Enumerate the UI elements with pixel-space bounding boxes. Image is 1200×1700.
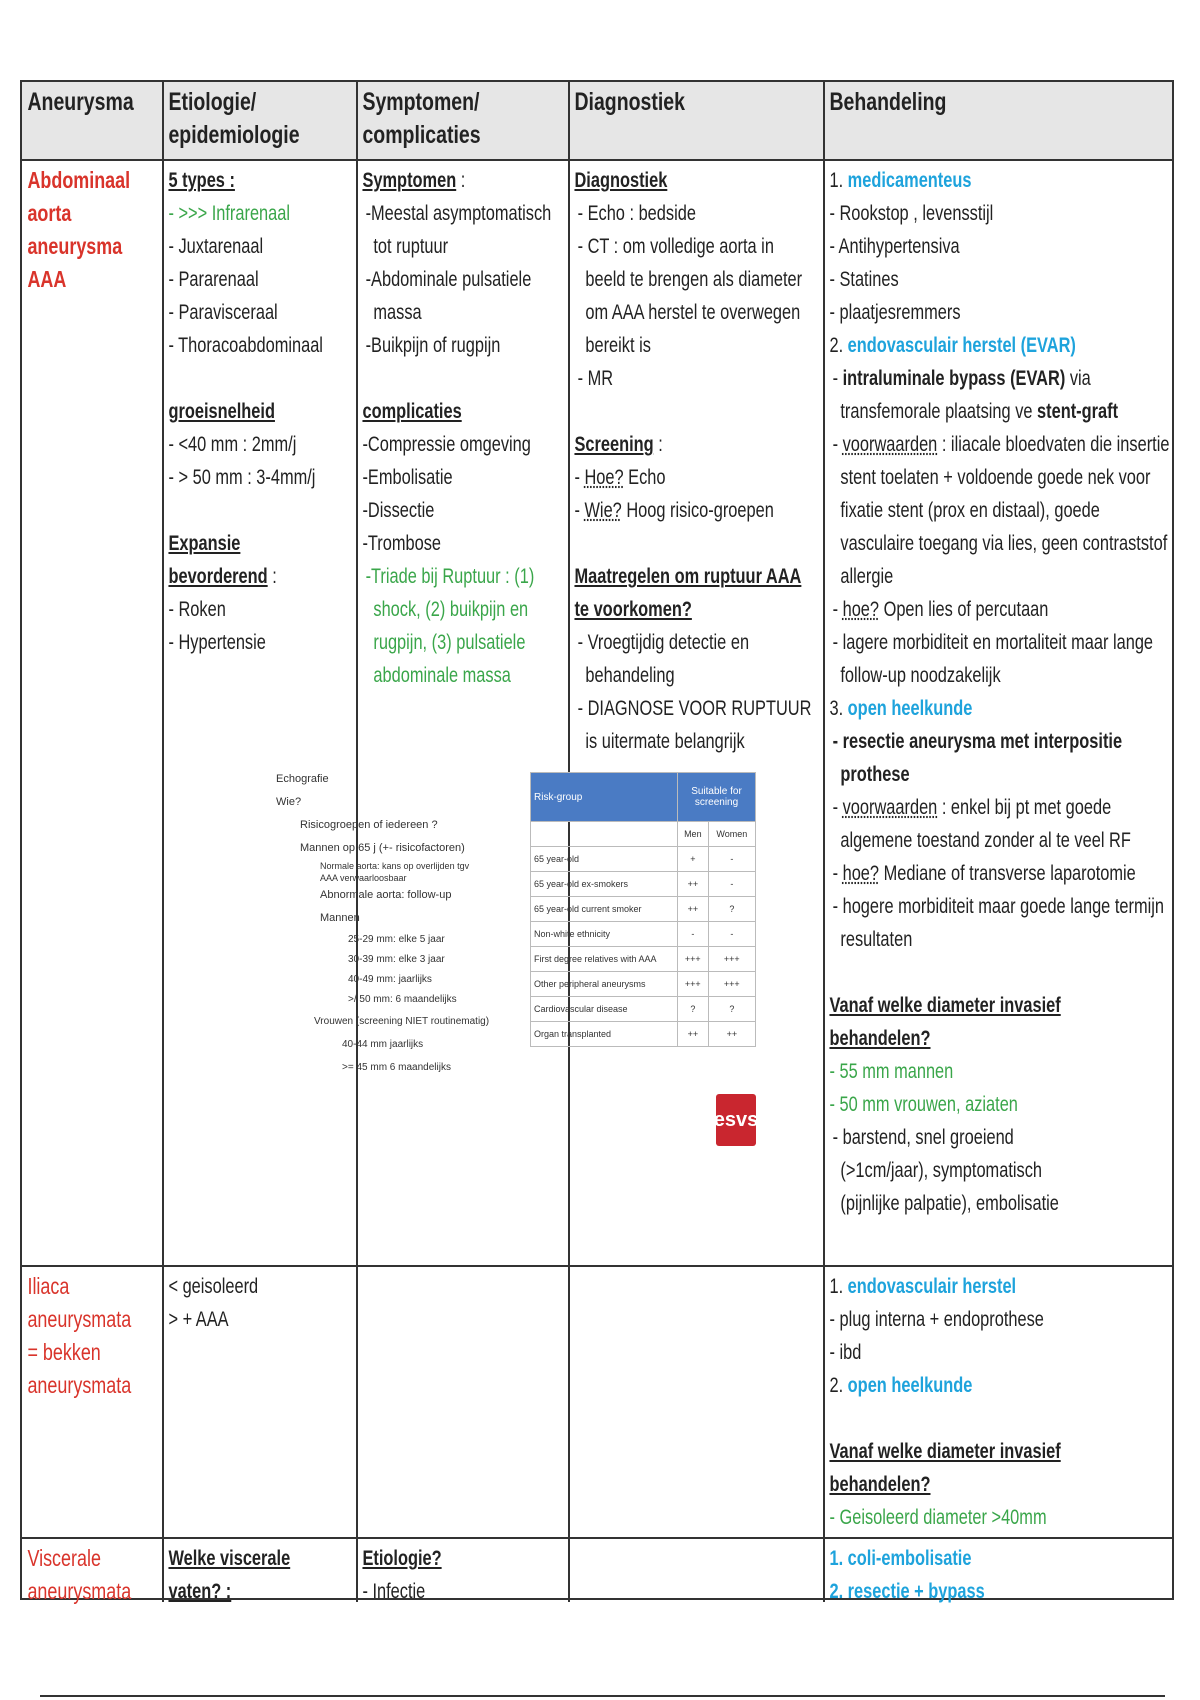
table-row: [531, 1022, 756, 1047]
hoe-text: Mediane of transverse laparotomie: [879, 862, 1136, 885]
note-line: Normale aorta: kans op overlijden tgv AAA verwaarloosbaar: [320, 861, 470, 883]
diameter-item: - 50 mm vrouwen, aziaten: [829, 1093, 1018, 1116]
type-item: - Paravisceraal: [168, 301, 278, 324]
groei-item: - > 50 mm : 3-4mm/j: [168, 466, 316, 489]
risk-cell: +++: [678, 972, 709, 997]
note-line: 30-39 mm: elke 3 jaar: [348, 954, 445, 965]
vanaf-diameter-title: Vanaf welke diameter invasief behandelen?: [829, 1440, 1061, 1496]
lager-text: lagere morbiditeit en mortaliteit maar lange follow-up noodzakelijk: [840, 631, 1154, 687]
screening-wie-label: Wie?: [584, 499, 622, 522]
med-item: - Statines: [829, 268, 899, 291]
iliaca-item: - ibd: [829, 1341, 862, 1364]
infectie-item: - Infectie: [362, 1580, 426, 1603]
diameter-item: - Geisoleerd diameter >40mm: [829, 1506, 1047, 1529]
type-item: - >>> Infrarenaal: [168, 202, 291, 225]
maatregel-item: - DIAGNOSE VOOR RUPTUUR is uitermate belangrijk: [577, 697, 812, 753]
risk-cell: -: [708, 922, 755, 947]
hoe-label: hoe?: [842, 862, 880, 885]
behandeling-visceraal: [824, 1538, 1136, 1612]
risk-cell: Other peripheral aneurysms: [531, 972, 678, 997]
voorwaarden-label: voorwaarden: [842, 433, 938, 456]
voorwaarden-label: voorwaarden: [842, 796, 938, 819]
iliaca-item: - plug interna + endoprothese: [829, 1308, 1044, 1331]
note-line: Mannen op 65 j (+- risicofactoren): [300, 842, 465, 854]
behandeling-iliaca: [824, 1266, 1177, 1538]
evar-text: via transfemorale plaatsing ve: [840, 367, 1091, 423]
symptom-item: -Abdominale pulsatiele massa: [365, 268, 532, 324]
barstend-item: - barstend, snel groeiend (>1cm/jaar), symptomatisch (pijnlijke palpatie), embolisatie: [832, 1126, 1059, 1215]
note-line: 40-49 mm: jaarlijks: [348, 974, 432, 985]
risk-cell: First degree relatives with AAA: [531, 947, 678, 972]
vanaf-diameter-title: Vanaf welke diameter invasief behandelen?: [829, 994, 1061, 1050]
step-number: 1.: [829, 169, 848, 192]
complicatie-item: -Compressie omgeving: [362, 433, 531, 456]
resectie-bypass: 2. resectie + bypass: [829, 1580, 985, 1603]
diag-item: - MR: [577, 367, 614, 390]
note-line: Mannen: [320, 912, 360, 924]
step-number: 3.: [829, 697, 848, 720]
men-header: Men: [678, 822, 709, 847]
types-title: 5 types :: [168, 169, 235, 192]
etiologie-aaa: [163, 160, 354, 663]
header-aneurysma: Aneurysma: [27, 88, 134, 116]
medicamenteus-heading: medicamenteus: [847, 169, 972, 192]
row-name-aaa: Abdominaal aorta aneurysma AAA: [27, 167, 131, 292]
note-line: >= 45 mm 6 maandelijks: [342, 1062, 451, 1073]
risk-cell: +++: [708, 972, 755, 997]
header-etiologie: Etiologie/ epidemiologie: [168, 88, 300, 149]
table-row: [531, 897, 756, 922]
diag-item: - CT : om volledige aorta in beeld te brengen als diameter om AAA herstel te overwegen bereikt is: [577, 235, 803, 357]
type-item: - Pararenaal: [168, 268, 259, 291]
open-heelkunde-heading: open heelkunde: [847, 697, 973, 720]
risk-cell: -: [708, 847, 755, 872]
etiologie-item: < geisoleerd: [168, 1275, 259, 1298]
risk-cell: Cardiovascular disease: [531, 997, 678, 1022]
risk-cell: +: [678, 847, 709, 872]
screening-hoe-label: Hoe?: [584, 466, 624, 489]
note-line: 40-44 mm jaarlijks: [342, 1039, 424, 1050]
table-row: [531, 922, 756, 947]
screening-colon: :: [653, 433, 663, 456]
evar-bold: intraluminale bypass (EVAR): [842, 367, 1066, 390]
med-item: - plaatjesremmers: [829, 301, 961, 324]
risk-cell: +++: [678, 947, 709, 972]
expansie-colon: :: [267, 565, 277, 588]
note-line: >/ 50 mm: 6 maandelijks: [348, 994, 457, 1005]
risk-cell: 65 year-old: [531, 847, 678, 872]
expansie-item: - Hypertensie: [168, 631, 266, 654]
table-row: [531, 847, 756, 872]
diagnostiek-title: Diagnostiek: [574, 169, 668, 192]
row-name-visceraal: Viscerale aneurysmata: [27, 1545, 132, 1604]
voorwaarden-text: : iliacale bloedvaten die insertie stent toelaten + voldoende goede nek voor fixatie stent (prox en distaal), goede vasculaire toegang via lies, geen contraststof allergie: [840, 433, 1170, 588]
risk-cell: -: [678, 922, 709, 947]
risk-cell: Organ transplanted: [531, 1022, 678, 1047]
hoger-text: hogere morbiditeit maar goede lange termijn resultaten: [840, 895, 1165, 951]
med-item: - Rookstop , levensstijl: [829, 202, 994, 225]
expansie-item: - Roken: [168, 598, 226, 621]
note-line: Echografie: [276, 773, 329, 785]
table-row: [531, 947, 756, 972]
symptom-item: -Buikpijn of rugpijn: [365, 334, 501, 357]
maatregel-item: - Vroegtijdig detectie en behandeling: [577, 631, 750, 687]
screening-notes-image: [270, 768, 490, 1148]
note-line: Vrouwen (screening NIET routinematig): [314, 1016, 490, 1027]
resectie-text: resectie aneurysma met interpositie prothese: [840, 730, 1123, 786]
header-symptomen: Symptomen/ complicaties: [362, 88, 481, 149]
groei-title: groeisnelheid: [168, 400, 275, 423]
risk-cell: ++: [708, 1022, 755, 1047]
coli-embolisatie: 1. coli-embolisatie: [829, 1547, 972, 1570]
diameter-item: - 55 mm mannen: [829, 1060, 954, 1083]
risk-cell: -: [708, 872, 755, 897]
evar-heading: endovasculair herstel (EVAR): [847, 334, 1076, 357]
esvs-logo: esvs: [716, 1094, 756, 1146]
symptomen-aaa: [357, 160, 561, 696]
hoe-text: Open lies of percutaan: [879, 598, 1049, 621]
stent-graft: stent-graft: [1037, 400, 1119, 423]
complicaties-title: complicaties: [362, 400, 462, 423]
header-behandeling: Behandeling: [829, 88, 947, 116]
med-item: - Antihypertensiva: [829, 235, 960, 258]
endovasculair-heading: endovasculair herstel: [847, 1275, 1017, 1298]
etiologie-question: Etiologie?: [362, 1547, 442, 1570]
suitable-header: Suitable for screening: [678, 773, 756, 822]
note-line: 25-29 mm: elke 5 jaar: [348, 934, 445, 945]
header-diagnostiek: Diagnostiek: [574, 88, 685, 116]
row-name-iliaca: Iliaca aneurysmata = bekken aneurysmata: [27, 1273, 132, 1398]
voorwaarden-text: : enkel bij pt met goede algemene toestand zonder al te veel RF: [840, 796, 1131, 852]
table-row: [531, 997, 756, 1022]
table-row: [531, 872, 756, 897]
complicatie-item: -Embolisatie: [362, 466, 453, 489]
symptomen-visceraal: [357, 1538, 529, 1612]
symptomen-colon: :: [456, 169, 466, 192]
step-number: 2.: [829, 1374, 848, 1397]
screening-hoe-value: Echo: [623, 466, 666, 489]
page-bottom-rule: [40, 1695, 1165, 1697]
etiologie-item: > + AAA: [168, 1308, 229, 1331]
symptom-item: -Meestal asymptomatisch tot ruptuur: [365, 202, 552, 258]
type-item: - Juxtarenaal: [168, 235, 264, 258]
risk-cell: 65 year-old ex-smokers: [531, 872, 678, 897]
diag-item: - Echo : bedside: [577, 202, 696, 225]
women-header: Women: [708, 822, 755, 847]
hoe-label: hoe?: [842, 598, 880, 621]
open-heelkunde-heading: open heelkunde: [847, 1374, 973, 1397]
maatregelen-title: Maatregelen om ruptuur AAA te voorkomen?: [574, 565, 802, 621]
type-item: - Thoracoabdominaal: [168, 334, 323, 357]
symptomen-title: Symptomen: [362, 169, 457, 192]
complicatie-item: -Dissectie: [362, 499, 435, 522]
risk-group-header: Risk-group: [531, 773, 678, 822]
risk-cell: ++: [678, 897, 709, 922]
etiologie-visceraal: Welke viscerale vaten? :: [168, 1547, 291, 1603]
risk-group-table: [530, 772, 756, 1047]
complicatie-item: -Trombose: [362, 532, 442, 555]
groei-item: - <40 mm : 2mm/j: [168, 433, 297, 456]
table-row: [531, 972, 756, 997]
risk-cell: ++: [678, 872, 709, 897]
risk-cell: 65 year-old current smoker: [531, 897, 678, 922]
step-number: 2.: [829, 334, 848, 357]
screening-title: Screening: [574, 433, 654, 456]
diagnostiek-aaa: Diagnostiek - Echo : bedside - CT : om volledige aorta in beeld te brengen als diameter om AAA herstel te overwegen bereikt is - MR Screening : - Hoe? Echo - Wie? Hoog risico-groepen Maatregelen om ruptuur AAA te voorkomen? - Vroegtijdig detectie en behandeling - DIAGNOSE VOOR RUPTUUR is uitermate belangrijk: [569, 160, 819, 762]
expansie-title: Expansie bevorderend: [168, 532, 268, 588]
behandeling-aaa: 1. medicamenteus - Rookstop , levensstijl - Antihypertensiva - Statines - plaatjesremmers 2. endovasculair herstel (EVAR) - intraluminale bypass (EVAR) via transfemorale plaatsing ve stent-graft - voorwaarden : iliacale bloedvaten die insertie stent toelaten + voldoende goede nek voor fixatie stent (prox en distaal), goede vasculaire toegang via lies, geen contraststof allergie - hoe? Open lies of percutaan - lagere morbiditeit en mortaliteit maar lange follow-up noodzakelijk 3. open heelkunde - resectie aneurysma met interpositie prothese - voorwaarden : enkel bij pt met goede algemene toestand zonder al te veel RF - hoe? Mediane of transverse laparotomie - hogere morbiditeit maar goede lange termijn resultaten Vanaf welke diameter invasief behandelen? - 55 mm mannen - 50 mm vrouwen, aziaten - barstend, snel groeiend (>1cm/jaar), symptomatisch (pijnlijke palpatie), embolisatie: [824, 160, 1177, 1224]
etiologie-iliaca: [163, 1266, 335, 1340]
screening-wie-value: Hoog risico-groepen: [621, 499, 774, 522]
risk-cell: Non-white ethnicity: [531, 922, 678, 947]
risk-cell: ?: [708, 997, 755, 1022]
risk-cell: +++: [708, 947, 755, 972]
risk-cell: ?: [678, 997, 709, 1022]
risk-cell: ++: [678, 1022, 709, 1047]
note-line: Risicogroepen of iedereen ?: [300, 819, 438, 831]
note-line: Abnormale aorta: follow-up: [320, 889, 452, 901]
note-line: Wie?: [276, 796, 302, 808]
risk-cell: ?: [708, 897, 755, 922]
triade-ruptuur: -Triade bij Ruptuur : (1) shock, (2) buikpijn en rugpijn, (3) pulsatiele abdominale massa: [365, 565, 535, 687]
step-number: 1.: [829, 1275, 848, 1298]
